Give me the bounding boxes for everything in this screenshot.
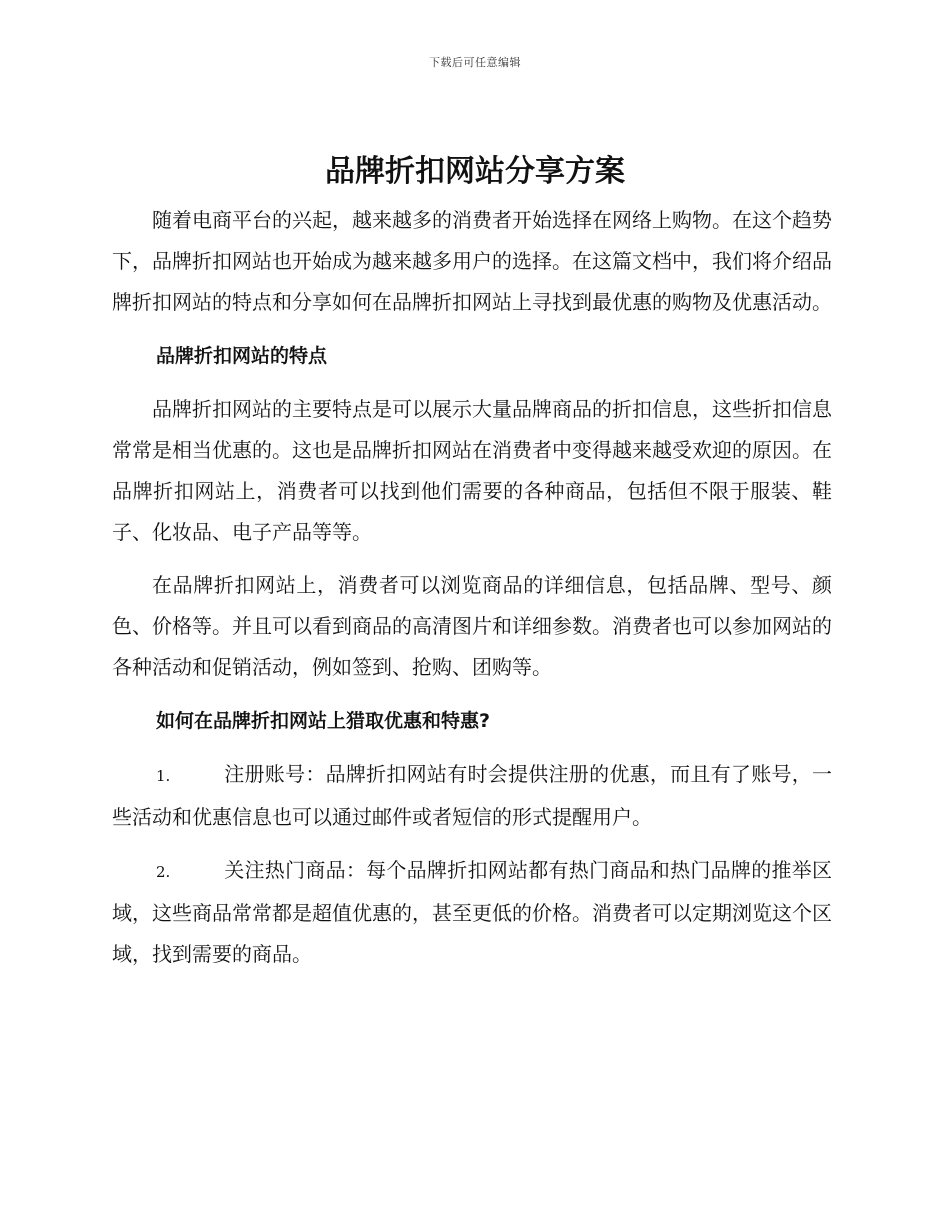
section-heading-tips: 如何在品牌折扣网站上猎取优惠和特惠? [156,710,491,732]
list-item-text: 关注热门商品：每个品牌折扣网站都有热门商品和热门品牌的推举区域，这些商品常常都是超值优惠的，甚至更低的价格。消费者可以定期浏览这个区域，找到需要的商品。 [112,858,832,966]
list-item-number: 1. [156,767,171,785]
features-paragraph-2: 在品牌折扣网站上，消费者可以浏览商品的详细信息，包括品牌、型号、颜色、价格等。并且可以看到商品的高清图片和详细参数。消费者也可以参加网站的各种活动和促销活动，例如签到、抢购、团购等。 [112,573,832,679]
intro-paragraph: 随着电商平台的兴起，越来越多的消费者开始选择在网络上购物。在这个趋势下，品牌折扣网站也开始成为越来越多用户的选择。在这篇文档中，我们将介绍品牌折扣网站的特点和分享如何在品牌折扣网站上寻找到最优惠的购物及优惠活动。 [112,208,832,314]
section-heading-features: 品牌折扣网站的特点 [156,345,328,367]
document-title: 品牌折扣网站分享方案 [325,154,625,189]
header-note: 下载后可任意编辑 [429,56,521,69]
document-body [112,200,832,975]
list-item-number: 2. [156,863,171,881]
list-item [112,850,832,975]
list-item [112,754,832,838]
features-paragraph-1: 品牌折扣网站的主要特点是可以展示大量品牌商品的折扣信息，这些折扣信息常常是相当优惠的。这也是品牌折扣网站在消费者中变得越来越受欢迎的原因。在品牌折扣网站上，消费者可以找到他们需要的各种商品，包括但不限于服装、鞋子、化妆品、电子产品等等。 [112,397,832,544]
list-item-text: 注册账号：品牌折扣网站有时会提供注册的优惠，而且有了账号，一些活动和优惠信息也可以通过邮件或者短信的形式提醒用户。 [112,762,832,829]
